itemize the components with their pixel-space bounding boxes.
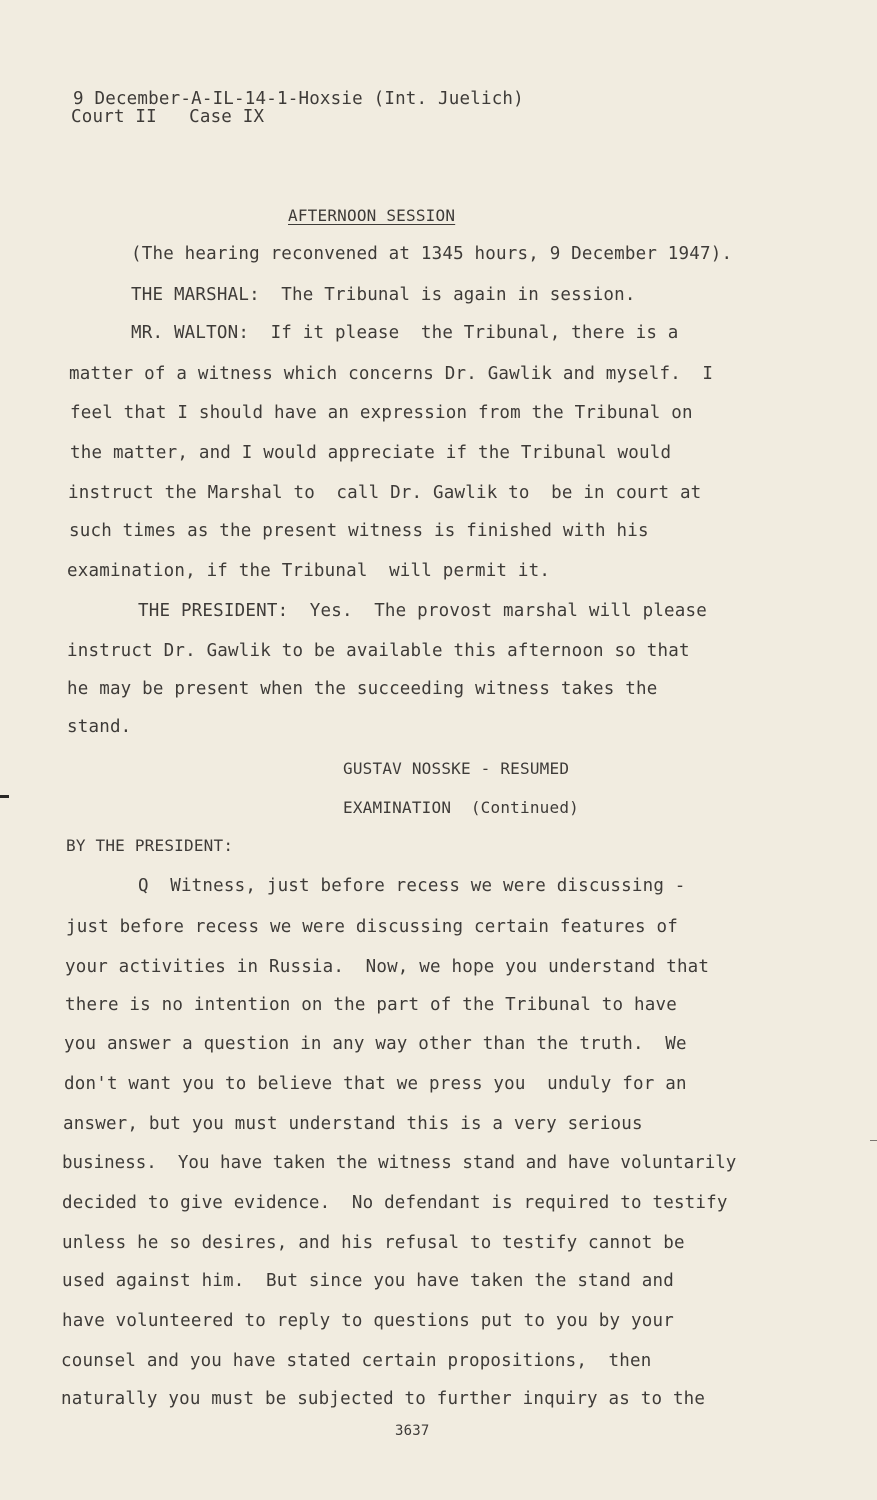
transcript-line: feel that I should have an expression from the Tribunal on bbox=[70, 403, 693, 423]
by-line: BY THE PRESIDENT: bbox=[66, 836, 234, 855]
transcript-line: examination, if the Tribunal will permit it. bbox=[67, 561, 551, 581]
question-line: don't want you to believe that we press you unduly for an bbox=[64, 1074, 687, 1094]
transcript-line: such times as the present witness is finished with his bbox=[69, 521, 649, 541]
question-line: business. You have taken the witness stand and have voluntarily bbox=[62, 1153, 737, 1173]
transcript-line: MR. WALTON: If it please the Tribunal, there is a bbox=[131, 323, 679, 343]
transcript-line: the matter, and I would appreciate if the Tribunal would bbox=[70, 443, 672, 463]
transcript-line: (The hearing reconvened at 1345 hours, 9 December 1947). bbox=[131, 244, 733, 264]
transcript-line: THE PRESIDENT: Yes. The provost marshal will please bbox=[138, 601, 708, 621]
question-line: counsel and you have stated certain propositions, then bbox=[61, 1351, 652, 1371]
question-line: there is no intention on the part of the Tribunal to have bbox=[65, 995, 677, 1015]
question-line: decided to give evidence. No defendant is required to testify bbox=[62, 1193, 728, 1213]
transcript-line: instruct Dr. Gawlik to be available this afternoon so that bbox=[67, 641, 690, 661]
question-line: Q Witness, just before recess we were discussing - bbox=[138, 876, 686, 896]
transcript-line: matter of a witness which concerns Dr. Gawlik and myself. I bbox=[69, 364, 714, 384]
transcript-line: THE MARSHAL: The Tribunal is again in session. bbox=[131, 285, 636, 305]
transcript-line: stand. bbox=[67, 717, 132, 737]
header-court-case: Court II Case IX bbox=[71, 107, 265, 127]
page-number: 3637 bbox=[395, 1423, 430, 1439]
header-reference: 9 December-A-IL-14-1-Hoxsie (Int. Juelich) bbox=[73, 89, 524, 109]
transcript-line: he may be present when the succeeding witness takes the bbox=[67, 679, 658, 699]
question-line: used against him. But since you have taken the stand and bbox=[62, 1271, 674, 1291]
question-line: answer, but you must understand this is a very serious bbox=[63, 1114, 643, 1134]
margin-mark bbox=[0, 795, 9, 798]
transcript-line: instruct the Marshal to call Dr. Gawlik to be in court at bbox=[68, 483, 702, 503]
question-line: naturally you must be subjected to further inquiry as to the bbox=[61, 1389, 706, 1409]
session-heading: AFTERNOON SESSION bbox=[288, 206, 456, 225]
question-line: your activities in Russia. Now, we hope you understand that bbox=[65, 957, 710, 977]
margin-tick bbox=[870, 1140, 877, 1141]
question-line: just before recess we were discussing certain features of bbox=[66, 917, 678, 937]
question-line: you answer a question in any way other than the truth. We bbox=[64, 1034, 687, 1054]
witness-heading: GUSTAV NOSSKE - RESUMED bbox=[343, 759, 570, 778]
question-line: have volunteered to reply to questions put to you by your bbox=[62, 1311, 674, 1331]
examination-heading: EXAMINATION (Continued) bbox=[343, 798, 579, 817]
question-line: unless he so desires, and his refusal to testify cannot be bbox=[62, 1233, 685, 1253]
